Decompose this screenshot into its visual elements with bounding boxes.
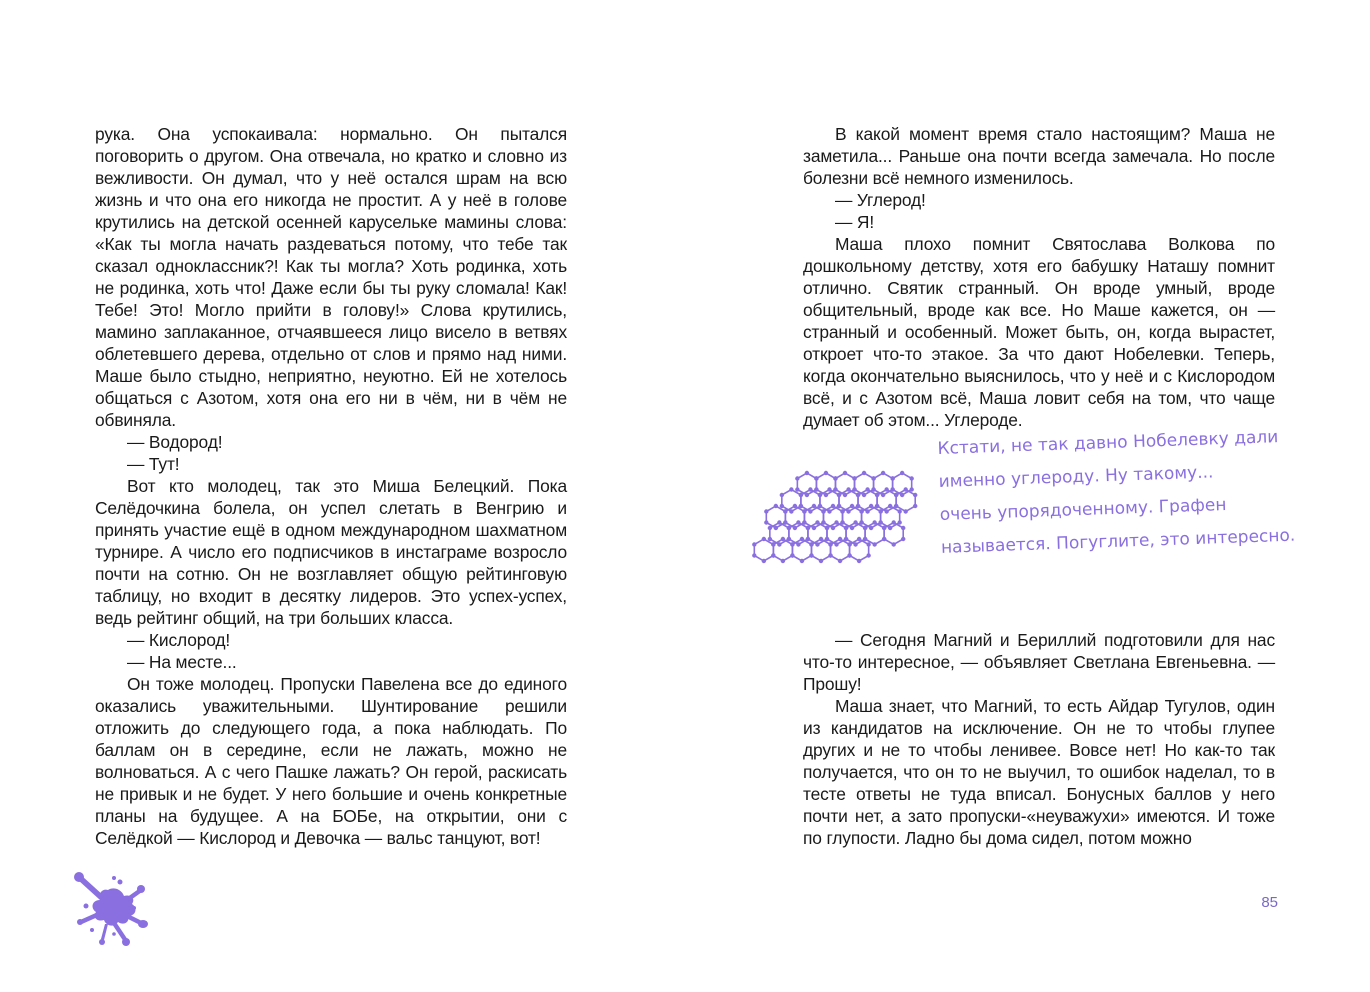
lattice-atom: [802, 520, 806, 524]
page-number: 85: [1261, 894, 1278, 911]
lattice-atom: [852, 476, 856, 480]
lattice-atom: [805, 493, 809, 497]
lattice-atom: [865, 509, 869, 513]
lattice-atom: [847, 553, 851, 557]
lattice-atom: [793, 526, 797, 530]
lattice-atom: [884, 487, 888, 491]
lattice-atom: [783, 509, 787, 513]
paragraph: рука. Она успокаивала: нормально. Он пытался поговорить о другом. Она отвечала, но кратко и словно из вежливости. Он думал, что у неё остался шрам на всю жизнь и что она его никогда не простит. А у неё в голове крутились на детской осенней карусельке мамины слова: «Как ты могла начать раздеваться потому, что тебе так сказал одноклассник?! Как ты могла? Хоть родинка, хоть не родинка, хоть что! Даже если бы ты руку сломала! Как! Тебе! Это! Могло прийти в голову!» Слова крутились, мамино заплаканное, отчаявшееся лицо висело в ветвях облетевшего дерева, отдельно от слов и прямо над ними. Маше было стыдно, неприятно, неуютно. Ей не хотелось общаться с Азотом, хотя она его ни в чём, ни в чём не обвиняла.: [95, 124, 567, 430]
lattice-atom: [838, 537, 842, 541]
lattice-atom: [871, 476, 875, 480]
lattice-atom: [834, 520, 838, 524]
lattice-atom: [818, 504, 822, 508]
lattice-atom: [768, 526, 772, 530]
paragraph: Маша плохо помнит Святослава Волкова по дошкольному детству, хотя его бабушку Наташу помнит отлично. Святик странный. Он вроде умный, вроде общительный, вроде как все. Но Маше кажется, он — странный и особенный. Может быть, он, когда вырастет, откроет что-то этакое. За что дают Нобелевки. Теперь, когда окончательно выяснилось, что у неё и с Кислородом всё, и с Азотом всё, Маша ловит себя на том, что чаще думает об этом... Углероде.: [803, 234, 1275, 430]
lattice-atom: [909, 476, 913, 480]
lattice-atom: [790, 553, 794, 557]
lattice-atom: [859, 520, 863, 524]
lattice-atom: [844, 537, 848, 541]
lattice-atom: [862, 471, 866, 475]
lattice-atom: [780, 504, 784, 508]
lattice-atom: [891, 520, 895, 524]
paragraph: В какой момент время стало настоящим? Маша не заметила... Раньше она почти всегда замечала. Но после болезни всё немного изменилось.: [803, 124, 1275, 188]
paragraph: Маша знает, что Магний, то есть Айдар Тугулов, один из кандидатов на исключение. Он не то чтобы глупее других и не то чтобы ленивее. Вовсе нет! Но как-то так получается, что он то не выучил, то ошибок наделал, то в тесте ответы не туда вписал. Бонусных баллов у него почти нет, а зато пропуски-«неуважухи» имеются. И тоже по глупости. Ладно бы дома сидел, потом можно: [803, 696, 1275, 848]
lattice-atom: [847, 542, 851, 546]
lattice-atom: [752, 542, 756, 546]
lattice-atom: [824, 493, 828, 497]
lattice-atom: [818, 493, 822, 497]
lattice-atom: [819, 559, 823, 563]
lattice-atom: [888, 504, 892, 508]
lattice-atom: [881, 493, 885, 497]
lattice-atom: [833, 476, 837, 480]
lattice-atom: [831, 526, 835, 530]
lattice-atom: [796, 542, 800, 546]
dialogue-line: — Сегодня Магний и Бериллий подготовили для нас что-то интересное, — объявляет Светлана Евгеньевна. — Прошу!: [803, 630, 1275, 694]
lattice-atom: [809, 553, 813, 557]
lattice-atom: [764, 520, 768, 524]
lattice-atom: [789, 509, 793, 513]
lattice-atom: [878, 520, 882, 524]
lattice-atom: [787, 526, 791, 530]
right-text-column-top: [803, 123, 1275, 431]
lattice-atom: [866, 553, 870, 557]
lattice-atom: [903, 509, 907, 513]
lattice-hexagon: [754, 539, 773, 561]
lattice-atom: [894, 493, 898, 497]
dialogue-line: — Я!: [835, 212, 875, 232]
dialogue-line: — Кислород!: [127, 630, 231, 650]
note-line: очень упорядоченному. Графен: [939, 494, 1227, 525]
right-page: [685, 0, 1370, 992]
lattice-atom: [862, 493, 866, 497]
lattice-atom: [837, 504, 841, 508]
handwritten-note: [937, 421, 1296, 564]
lattice-atom: [900, 471, 904, 475]
lattice-atom: [846, 487, 850, 491]
lattice-atom: [843, 471, 847, 475]
lattice-atom: [787, 537, 791, 541]
lattice-atom: [831, 504, 835, 508]
lattice-atom: [866, 542, 870, 546]
lattice-atom: [881, 471, 885, 475]
lattice-atom: [901, 537, 905, 541]
right-text-column-bottom: [803, 629, 1275, 849]
lattice-atom: [789, 487, 793, 491]
lattice-atom: [800, 559, 804, 563]
lattice-atom: [790, 542, 794, 546]
lattice-atom: [777, 520, 781, 524]
lattice-atom: [783, 520, 787, 524]
lattice-atom: [869, 504, 873, 508]
lattice-atom: [913, 493, 917, 497]
lattice-atom: [777, 542, 781, 546]
lattice-atom: [840, 520, 844, 524]
lattice-atom: [844, 526, 848, 530]
lattice-atom: [774, 504, 778, 508]
lattice-atom: [814, 487, 818, 491]
lattice-atom: [802, 509, 806, 513]
lattice-atom: [890, 487, 894, 491]
ink-splash-icon: [70, 868, 150, 948]
lattice-atom: [850, 504, 854, 508]
lattice-atom: [828, 542, 832, 546]
lattice-atom: [903, 487, 907, 491]
lattice-atom: [771, 542, 775, 546]
lattice-atom: [825, 537, 829, 541]
lattice-atom: [857, 537, 861, 541]
lattice-atom: [856, 504, 860, 508]
lattice-atom: [869, 526, 873, 530]
lattice-atom: [805, 471, 809, 475]
lattice-atom: [796, 520, 800, 524]
lattice-atom: [806, 526, 810, 530]
lattice-atom: [901, 526, 905, 530]
lattice-atom: [871, 487, 875, 491]
lattice-atom: [894, 504, 898, 508]
lattice-atom: [824, 471, 828, 475]
lattice-atom: [875, 504, 879, 508]
lattice-atom: [825, 526, 829, 530]
lattice-atom: [752, 553, 756, 557]
dialogue-line: — Углерод!: [835, 190, 926, 210]
lattice-atom: [808, 487, 812, 491]
lattice-atom: [800, 537, 804, 541]
lattice-atom: [890, 476, 894, 480]
lattice-atom: [850, 526, 854, 530]
lattice-atom: [872, 520, 876, 524]
lattice-atom: [838, 559, 842, 563]
graphene-lattice-icon: [743, 458, 923, 576]
dialogue-line: — На месте...: [127, 652, 237, 672]
lattice-atom: [891, 542, 895, 546]
lattice-atom: [900, 493, 904, 497]
lattice-atom: [863, 537, 867, 541]
lattice-atom: [812, 526, 816, 530]
lattice-atom: [882, 526, 886, 530]
paragraph: Вот кто молодец, так это Миша Белецкий. Пока Селёдочкина болела, он успел слетать в Венгрию и принять участие ещё в одном международном шахматном турнире. А число его подписчиков в инстаграме возросло почти на сотню. Он не возглавляет общую рейтинговую таблицу, но входит в десятку лидеров. Это успех-успех, ведь рейтинг общий, на три больших класса.: [95, 476, 567, 628]
lattice-atom: [897, 509, 901, 513]
lattice-atom: [815, 520, 819, 524]
lattice-atom: [888, 526, 892, 530]
lattice-atom: [799, 493, 803, 497]
note-line: именно углероду. Ну такому...: [938, 462, 1214, 492]
lattice-atom: [819, 537, 823, 541]
lattice-atom: [821, 520, 825, 524]
lattice-atom: [853, 542, 857, 546]
lattice-atom: [768, 537, 772, 541]
lattice-atom: [909, 487, 913, 491]
lattice-atom: [771, 553, 775, 557]
lattice-atom: [795, 476, 799, 480]
lattice-atom: [821, 509, 825, 513]
lattice-atom: [806, 537, 810, 541]
lattice-atom: [762, 537, 766, 541]
lattice-atom: [774, 526, 778, 530]
lattice-atom: [764, 509, 768, 513]
lattice-atom: [815, 542, 819, 546]
lattice-atom: [814, 476, 818, 480]
lattice-atom: [913, 504, 917, 508]
lattice-atom: [827, 487, 831, 491]
lattice-atom: [865, 487, 869, 491]
lattice-atom: [852, 487, 856, 491]
lattice-atom: [846, 509, 850, 513]
dialogue-line: — Водород!: [127, 432, 223, 452]
lattice-atom: [878, 509, 882, 513]
lattice-atom: [857, 559, 861, 563]
lattice-atom: [875, 493, 879, 497]
lattice-atom: [808, 509, 812, 513]
lattice-atom: [762, 559, 766, 563]
lattice-atom: [799, 504, 803, 508]
paragraph: Он тоже молодец. Пропуски Павелена все до единого оказались уважительными. Шунтирование решили отложить до следующего года, а пока наблюдать. По баллам он в середине, если не лажать, можно не волноваться. А с чего Пашке лажать? Он герой, раскисать не привык и не будет. У него большие и очень конкретные планы на будущее. А на БОБе, на открытии, они с Селёдкой — Кислород и Девочка — вальс танцуют, вот!: [95, 674, 567, 848]
lattice-atom: [856, 493, 860, 497]
lattice-atom: [781, 537, 785, 541]
lattice-atom: [863, 526, 867, 530]
dialogue-line: — Тут!: [127, 454, 180, 474]
lattice-atom: [827, 509, 831, 513]
lattice-atom: [843, 493, 847, 497]
lattice-atom: [828, 553, 832, 557]
lattice-atom: [795, 487, 799, 491]
lattice-atom: [897, 520, 901, 524]
note-line: Кстати, не так давно Нобелевку дали: [937, 427, 1279, 459]
note-line: называется. Погуглите, это интересно.: [940, 525, 1296, 558]
lattice-atom: [812, 504, 816, 508]
lattice-atom: [793, 504, 797, 508]
lattice-atom: [859, 509, 863, 513]
lattice-atom: [833, 487, 837, 491]
lattice-atom: [837, 493, 841, 497]
lattice-atom: [780, 493, 784, 497]
lattice-atom: [853, 520, 857, 524]
lattice-atom: [834, 542, 838, 546]
lattice-atom: [840, 509, 844, 513]
lattice-atom: [781, 559, 785, 563]
lattice-atom: [882, 537, 886, 541]
left-text-column: [95, 123, 567, 849]
lattice-atom: [872, 542, 876, 546]
lattice-atom: [809, 542, 813, 546]
lattice-atom: [884, 509, 888, 513]
